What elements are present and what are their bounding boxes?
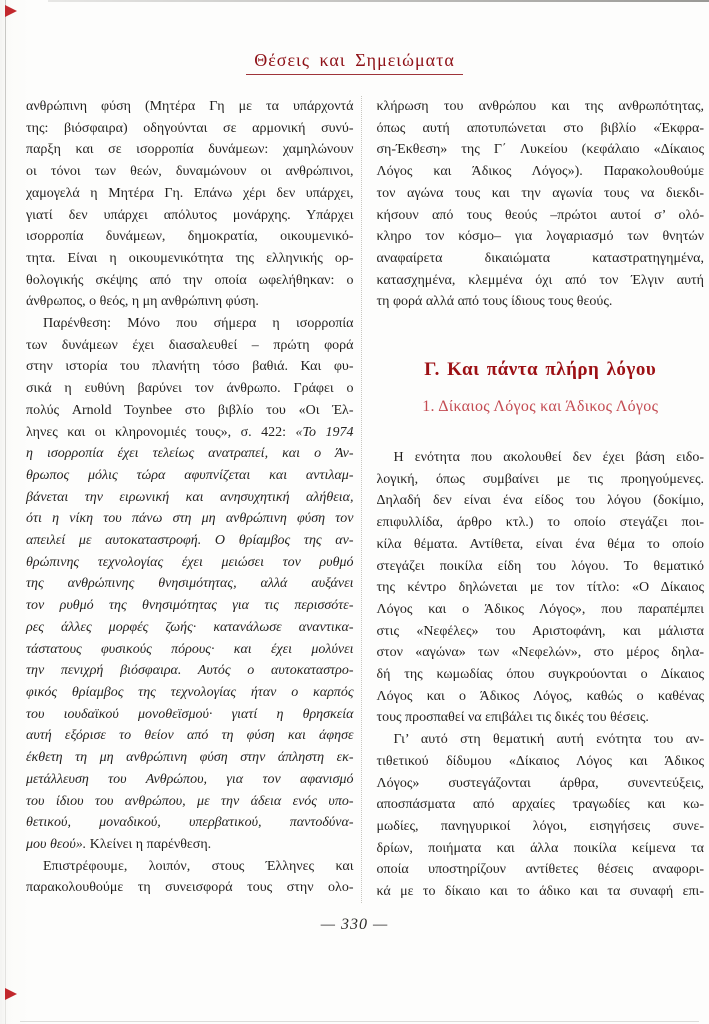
text-line: στον «αγώνα» των «Νεφελών», στο μέρος δηλα- <box>376 645 704 661</box>
page-edge-top <box>48 0 709 2</box>
text-line: του ιουδαϊκού μονοθεϊσμού· γιατί η θρησκεία <box>26 706 354 722</box>
text-line: οι τόνοι των θεών, δυναμώνουν οι ανθρώπινοι, <box>26 164 354 180</box>
text-line: την πενιχρή βιόσφαιρα. Αυτός ο αυτοκαταστρο- <box>26 663 354 679</box>
text-line: ανθρώπινη φύση (Μητέρα Γη με τα υπάρχοντά <box>26 99 354 114</box>
text-line: Λόγος» συστεγάζονται άρθρα, συνεντεύξεις, <box>376 775 704 791</box>
text-line: έκθετη τη μη ανθρώπινη φύση στην άπληστη εκ- <box>26 750 354 766</box>
quote-italic-run: «Το 1974 <box>295 424 354 440</box>
paragraph <box>26 856 354 899</box>
text-run: Κλείνει η παρένθεση. <box>86 836 212 852</box>
text-line: δή της κωμωδίας όπου συγκρούονται ο Δίκαιος <box>376 667 704 683</box>
text-line: Επιστρέφουμε, λοιπόν, στους Έλληνες και <box>43 858 354 874</box>
text-line: κήσουν από τους θεούς –πρώτοι αυτοί σ’ ολό- <box>376 207 704 223</box>
text-line: ισορροπία δυνάμεων, δημοκρατία, οικουμενικό- <box>26 229 354 245</box>
text-line: κά με το δίκαιο και το άδικο και τα συναφή επι- <box>376 884 704 900</box>
left-column <box>26 96 354 903</box>
text-line: δρίων, ποιήματα και άλλα ποικίλα κείμενα τα <box>376 840 704 856</box>
text-line: θρωπος μόλις τώρα αφυπνίζεται και αντιλαμ- <box>26 467 354 483</box>
page-header <box>0 50 709 75</box>
text-line <box>26 422 354 444</box>
text-line: θολογικής σκέψης από την οποία ωφελήθηκαν: ο <box>26 272 354 288</box>
paragraph <box>377 447 705 729</box>
text-line: σικά η ευθύνη βαρύνει τον άνθρωπο. Γράφει ο <box>26 381 354 397</box>
text-line: αποσπάσματα από αρχαίες τραγωδίες και κω- <box>376 797 704 813</box>
text-line: των δυνάμεων έχει διασαλευθεί – πρώτη φορά <box>26 337 354 353</box>
text-line: Παρένθεση: Μόνο που σήμερα η ισορροπία <box>43 316 354 332</box>
text-line: μωδίες, πανηγυρικοί λόγοι, εισηγήσεις συνε- <box>376 818 704 834</box>
page-fold-line <box>5 0 6 1024</box>
section-heading: Γ. Και πάντα πλήρη λόγου <box>424 359 657 381</box>
text-line: θετικού, μοναδικού, υπερβατικού, παντοδύνα- <box>26 815 354 831</box>
text-line: πολύς Arnold Toynbee στο βιβλίο του «Οι Έλ- <box>26 402 354 418</box>
text-line: κίλα θέματα. Αντίθετα, είναι ένα θέμα το οποίο <box>376 536 704 552</box>
text-line: αυτή εξόρισε το θείον από τη φύση και άφησε <box>26 728 354 744</box>
text-line: Λόγος και Άδικος Λόγος»). Παρακολουθούμε <box>376 164 704 180</box>
text-line: Η ενότητα που ακολουθεί δεν έχει βάση ειδο- <box>393 450 704 466</box>
paragraph <box>26 313 354 856</box>
text-line: θρώπινης τεχνολογίας έχει μειώσει τον ρυθμό <box>26 554 354 570</box>
text-line: της κέντρο δηλώνεται με τον τίτλο: «Ο Δίκαιος <box>376 580 704 596</box>
page-edge-bottom <box>20 1021 699 1022</box>
text-line: όπως αυτή αποτυπώνεται στο βιβλίο «Έκφρα- <box>376 120 704 136</box>
text-line: της: βιόσφαιρα) οδηγούνται σε αρμονική συνύ- <box>26 120 354 136</box>
text-line: Δηλαδή δεν είναι ένα είδος του λόγου (δοκίμιο, <box>376 493 704 509</box>
text-line: οποία υποστηρίζουν αντίθετες θέσεις αναφορι- <box>376 862 704 878</box>
quote-italic-run: μου θεού». <box>26 836 87 852</box>
text-line: ρες άλλες μορφές ζωής· κατανάλωσε αναντικα- <box>26 619 354 635</box>
text-line: στην ιστορία του πλανήτη τόσο βαθιά. Και φυ- <box>26 359 354 375</box>
text-line: κλήρωση του ανθρώπου και της ανθρωπότητας, <box>376 99 704 114</box>
text-line: του ίδιου του ανθρώπου, με την άδεια ενός υπο- <box>26 793 354 809</box>
subsection-heading: 1. Δίκαιος Λόγος και Άδικος Λόγος <box>422 398 659 416</box>
text-line: τη φορά αλλά από τους ίδιους τους θεούς. <box>376 294 613 310</box>
text-line: χαμογελά η Μητέρα Γη. Επάνω χέρι δεν υπάρχει, <box>26 185 354 201</box>
text-line: φικός θρίαμβος της τεχνολογίας ήταν ο καρπός <box>26 684 354 700</box>
text-line: τιθετικού δίδυμου «Δίκαιος Λόγος και Άδικος <box>376 753 704 769</box>
text-line: μετάλλευση του Ανθρώπου, για τον αφανισμό <box>26 771 354 787</box>
paragraph <box>26 96 354 313</box>
page-footer <box>0 916 709 934</box>
text-line: παρακολουθούμε τη συνεισφορά τους στην ολο- <box>26 880 354 896</box>
text-line: στεγάζει ποικίλα είδη του λόγου. Το θεματικό <box>376 558 704 574</box>
text-line: κληρο τον κόσμο– για λογαριασμό των θνητών <box>376 229 704 245</box>
text-line: παρξη και σε ισορροπία δυνάμεων: χαμηλώνουν <box>26 142 354 158</box>
text-line: Λόγος και ο Άδικος Λόγος, καθώς ο καθένας <box>376 688 704 704</box>
text-line: Γι’ αυτό στη θεματική αυτή ενότητα του αν- <box>393 732 704 748</box>
text-line: άνθρωπος, ο θεός, η μη ανθρώπινη φύση. <box>26 294 259 310</box>
text-line: λογική, όπως συμβαίνει με τις προηγούμενες. <box>376 471 704 487</box>
right-column <box>377 96 705 903</box>
text-line: κατασχημένα, κλεμμένα όχι από τον Έλγιν αυτή <box>376 272 704 288</box>
text-line <box>26 834 354 856</box>
text-run: ληνες και οι κληρονομιές τους», σ. 422: <box>26 424 296 440</box>
corner-triangle-icon <box>5 988 17 1000</box>
text-line: τάστατους φυσικούς πόρους· και έχει μολύνει <box>26 641 354 657</box>
corner-triangle-icon <box>5 5 17 17</box>
paragraph <box>377 96 705 313</box>
text-line: τητα. Είναι η οικουμενικότητα της ελληνικής ορ- <box>26 250 354 266</box>
page-number: — 330 — <box>320 916 389 933</box>
text-line: αναφαίρετα δικαιώματα καταστρατηγημένα, <box>376 250 704 266</box>
running-head-title: Θέσεις και Σημειώματα <box>246 50 463 75</box>
text-line: τους προσπαθεί να επιβάλει τις δικές του θέσεις. <box>376 710 649 726</box>
text-line: επιφυλλίδα, άρθρο κτλ.) το οποίο στεγάζει ποι- <box>376 515 704 531</box>
text-line: ότι η νίκη του πάνω στη μη ανθρώπινη φύση τον <box>26 511 354 527</box>
text-line: Λόγος και ο Άδικος Λόγος», που παραπέμπει <box>376 601 704 617</box>
text-columns <box>26 96 704 903</box>
text-line: ση-Έκθεση» της Γ΄ Λυκείου (κεφάλαιο «Δίκαιος <box>376 142 704 158</box>
text-line: τον ρυθμό της θνησιμότητας για τις περισσότε- <box>26 598 354 614</box>
text-line: γιατί δεν υπάρχει απόλυτος μονάρχης. Υπάρχει <box>26 207 354 223</box>
text-line: βάνεται την ειρωνική και ανησυχητική αλήθεια, <box>26 489 354 505</box>
text-line: η ισορροπία έχει τελείως ανατραπεί, και ο Άν- <box>26 446 354 462</box>
column-divider <box>361 96 362 903</box>
text-line: τον αγώνα τους και την αγωνία τους να διεκδι- <box>376 185 704 201</box>
text-line: στις «Νεφέλες» του Αριστοφάνη, και μάλιστα <box>376 623 704 639</box>
paragraph <box>377 729 705 903</box>
text-line: απειλεί με αυτοκαταστροφή. Ο θρίαμβος της αν- <box>26 533 354 549</box>
text-line: της ανθρώπινης θνησιμότητας, αλλά αυξάνει <box>26 576 354 592</box>
